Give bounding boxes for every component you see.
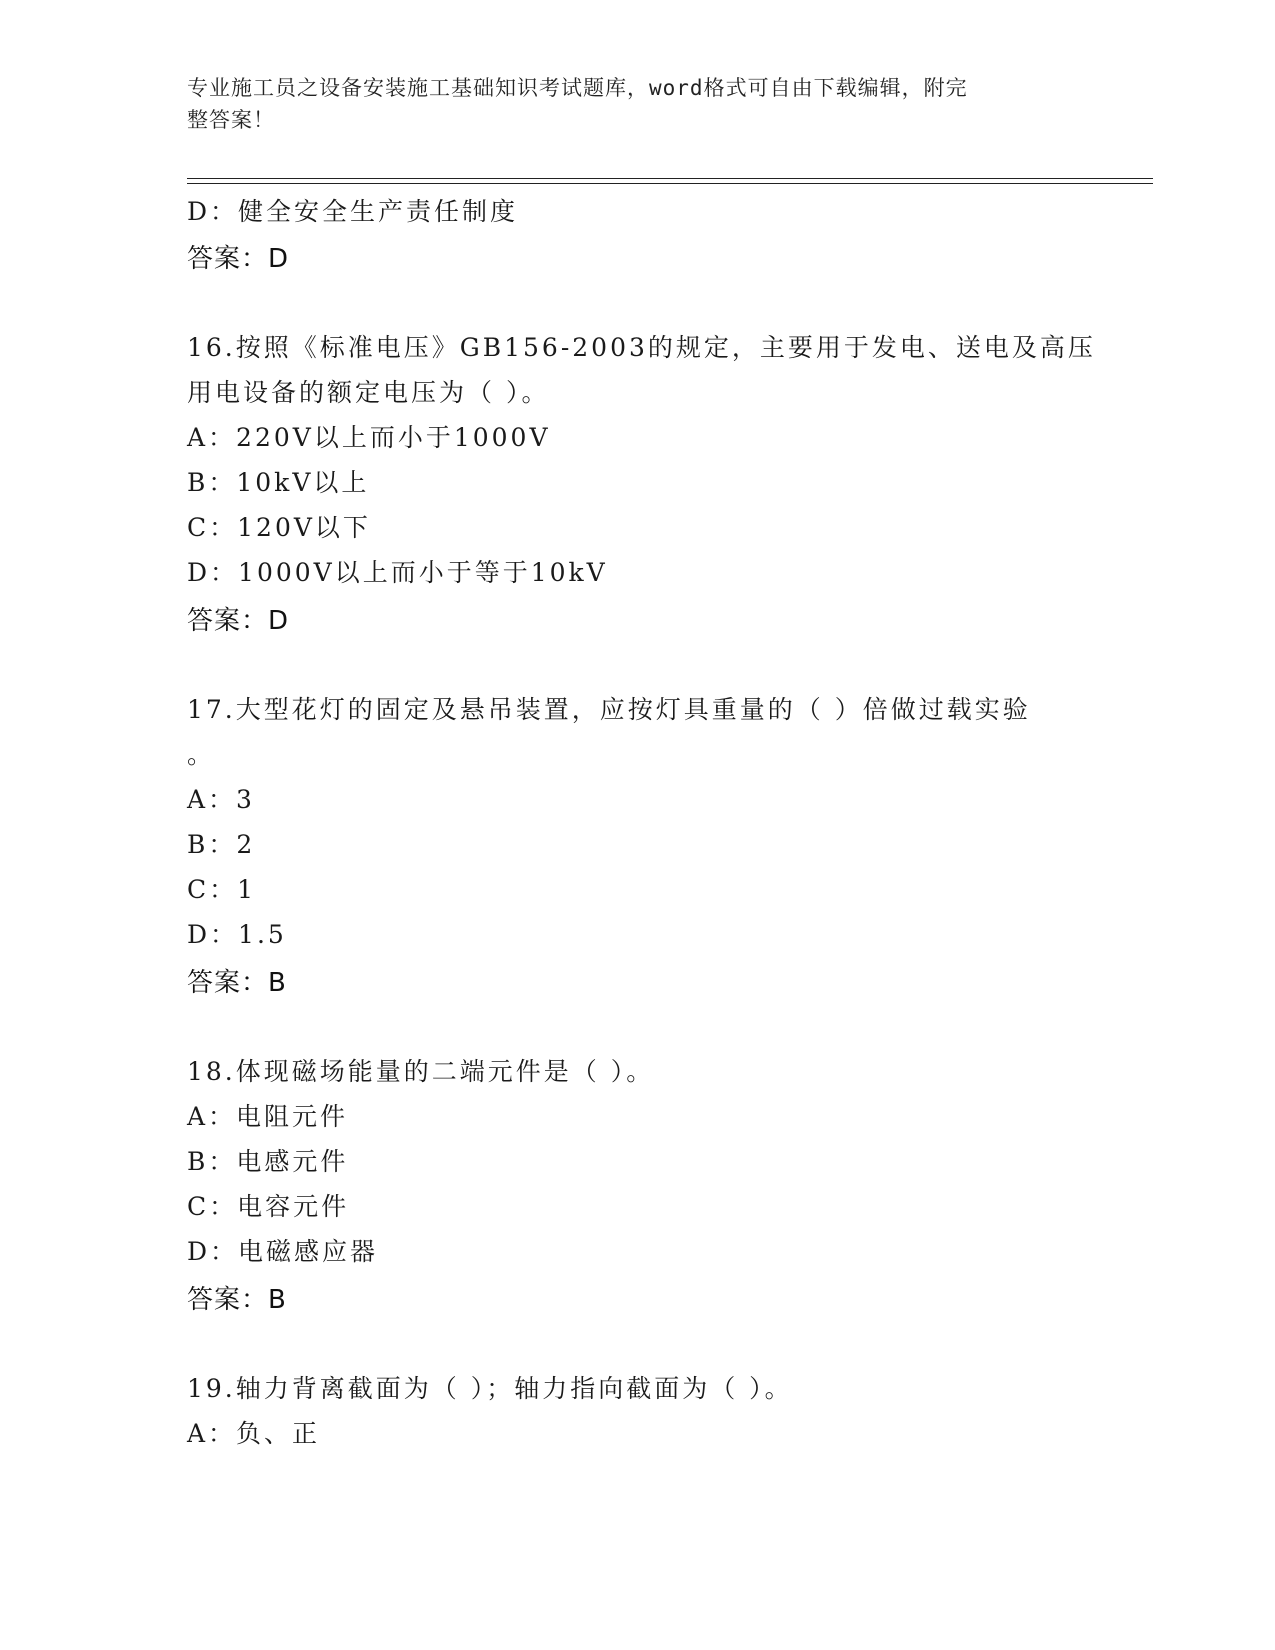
header-title-line-1: 专业施工员之设备安装施工基础知识考试题库，word格式可自由下载编辑，附完	[187, 76, 968, 100]
q19-option-a: A：负、正	[187, 1419, 321, 1448]
q16-option-b: B：10kV以上	[187, 468, 370, 497]
q18-option-b: B：电感元件	[187, 1147, 349, 1176]
q16-answer: 答案：D	[187, 606, 290, 636]
q17-option-a: A：3	[187, 785, 255, 814]
q18-stem-line-1: 18.体现磁场能量的二端元件是（ ）。	[187, 1057, 655, 1086]
header-divider-top	[187, 178, 1153, 179]
header-title-line-2: 整答案！	[187, 108, 275, 132]
q15-option-d: D：健全安全生产责任制度	[187, 197, 519, 226]
q18-option-c: C：电容元件	[187, 1192, 350, 1221]
q16-option-a: A：220V以上而小于1000V	[187, 423, 551, 452]
q18-option-d: D：电磁感应器	[187, 1237, 379, 1266]
header-divider-bottom	[187, 183, 1153, 184]
q16-option-d: D：1000V以上而小于等于10kV	[187, 558, 608, 587]
q17-option-c: C：1	[187, 875, 257, 904]
q17-option-d: D：1.5	[187, 920, 287, 949]
q16-option-c: C：120V以下	[187, 513, 371, 542]
q19-stem-line-1: 19.轴力背离截面为（ ）；轴力指向截面为（ ）。	[187, 1374, 793, 1403]
q16-stem-line-1: 16.按照《标准电压》GB156-2003的规定，主要用于发电、送电及高压	[187, 333, 1096, 362]
q18-option-a: A：电阻元件	[187, 1102, 349, 1131]
q17-answer: 答案：B	[187, 968, 287, 998]
q18-answer: 答案：B	[187, 1285, 287, 1315]
document-header	[187, 72, 1067, 136]
q15-answer: 答案：D	[187, 244, 290, 274]
q17-option-b: B：2	[187, 830, 256, 859]
q16-stem-line-2: 用电设备的额定电压为（ ）。	[187, 378, 550, 407]
q17-stem-line-1: 17.大型花灯的固定及悬吊装置，应按灯具重量的（ ）倍做过载实验	[187, 695, 1031, 724]
q17-stem-line-2: 。	[187, 740, 216, 769]
